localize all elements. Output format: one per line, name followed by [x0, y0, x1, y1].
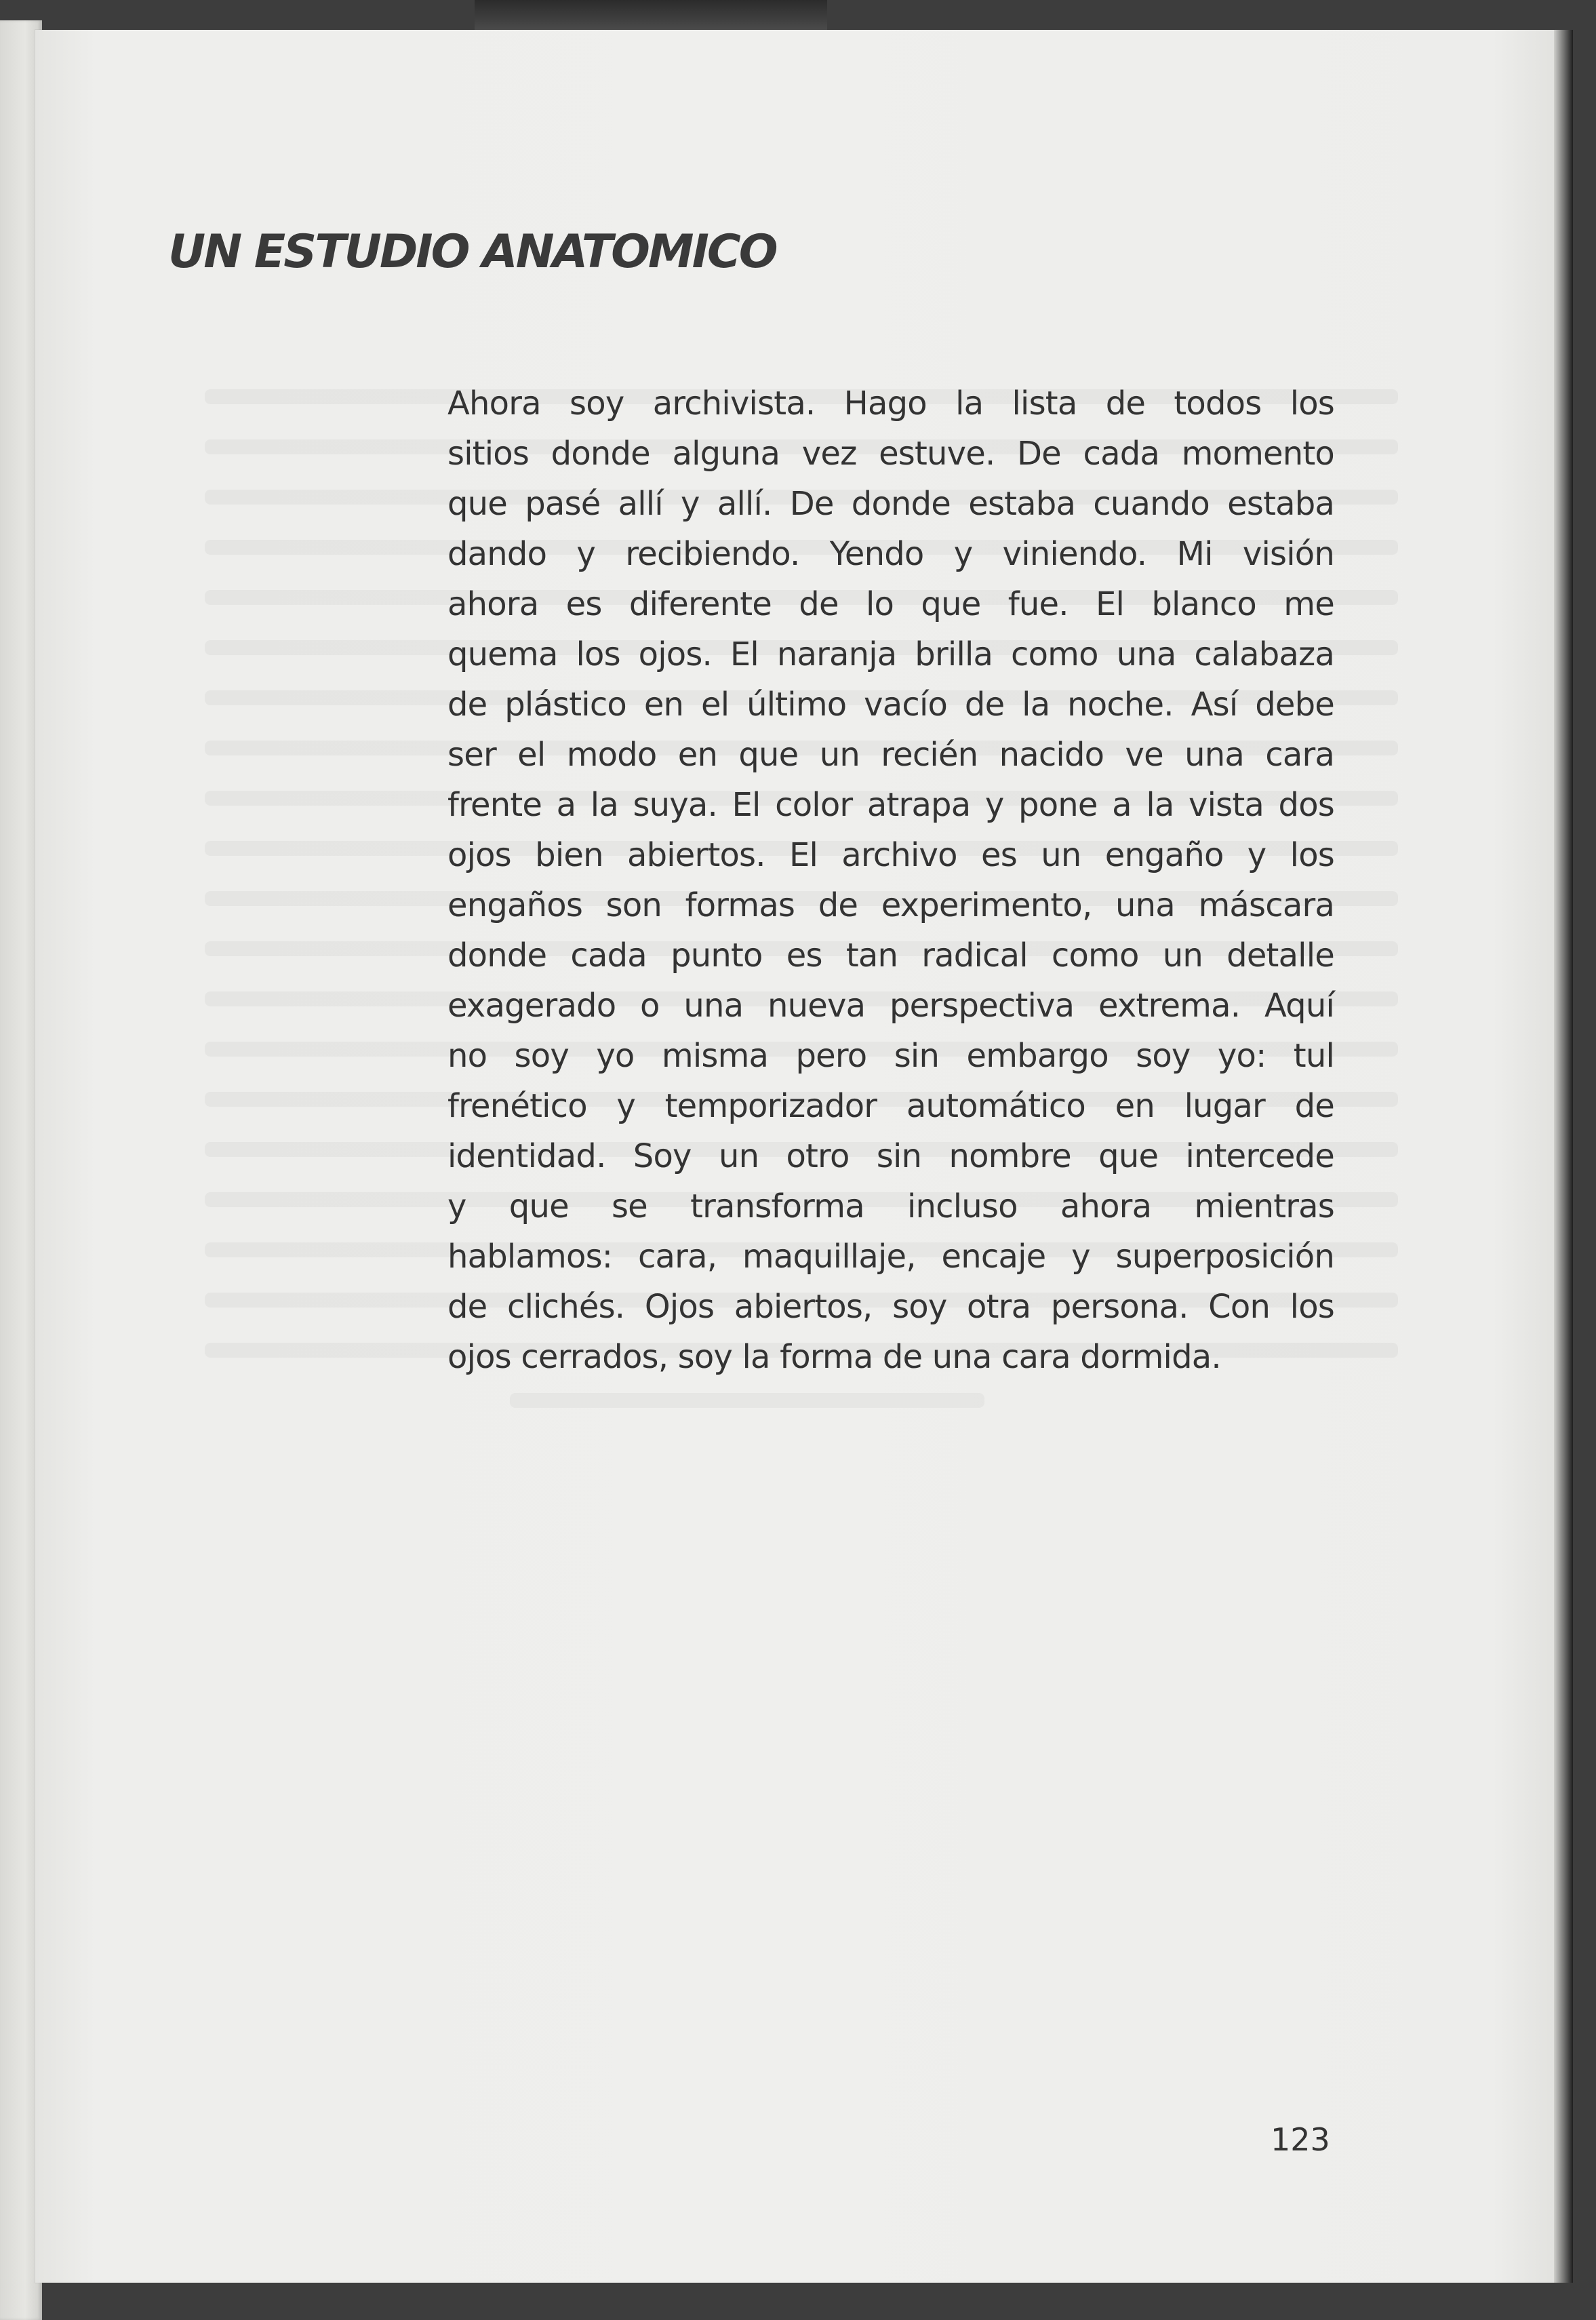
text-line: que pasé allí y allí. De donde estaba cuando estaba: [447, 485, 1334, 523]
text-line: de plástico en el último vacío de la noche. Así debe: [447, 686, 1334, 724]
text-line: ojos bien abiertos. El archivo es un engaño y los: [447, 836, 1334, 874]
text-line: hablamos: cara, maquillaje, encaje y superposición: [447, 1238, 1334, 1276]
text-line: quema los ojos. El naranja brilla como una calabaza: [447, 635, 1334, 673]
page-number: 123: [1271, 2121, 1330, 2158]
text-line: frente a la suya. El color atrapa y pone a la vista dos: [447, 786, 1334, 824]
text-line: ser el modo en que un recién nacido ve una cara: [447, 736, 1334, 774]
body-paragraph: [447, 378, 1334, 1382]
page-edge-shadow: [1554, 30, 1573, 2283]
text-line: no soy yo misma pero sin embargo soy yo: tul: [447, 1037, 1334, 1075]
text-line: ahora es diferente de lo que fue. El blanco me: [447, 585, 1334, 623]
show-through-line: [510, 1393, 984, 1408]
text-line: ojos cerrados, soy la forma de una cara dormida.: [447, 1338, 1221, 1376]
text-line: de clichés. Ojos abiertos, soy otra persona. Con los: [447, 1288, 1334, 1326]
text-line: identidad. Soy un otro sin nombre que intercede: [447, 1137, 1334, 1175]
text-line: dando y recibiendo. Yendo y viniendo. Mi visión: [447, 535, 1334, 573]
text-line: Ahora soy archivista. Hago la lista de todos los: [447, 385, 1334, 422]
binding-shadow: [475, 0, 827, 30]
text-line: exagerado o una nueva perspectiva extrema. Aquí: [447, 987, 1334, 1025]
chapter-title: UN ESTUDIO ANATOMICO: [168, 225, 776, 279]
text-line: frenético y temporizador automático en lugar de: [447, 1087, 1334, 1125]
text-line: engaños son formas de experimento, una máscara: [447, 886, 1334, 924]
text-line: sitios donde alguna vez estuve. De cada momento: [447, 435, 1334, 473]
text-line: donde cada punto es tan radical como un detalle: [447, 937, 1334, 975]
text-line: y que se transforma incluso ahora mientras: [447, 1187, 1334, 1225]
